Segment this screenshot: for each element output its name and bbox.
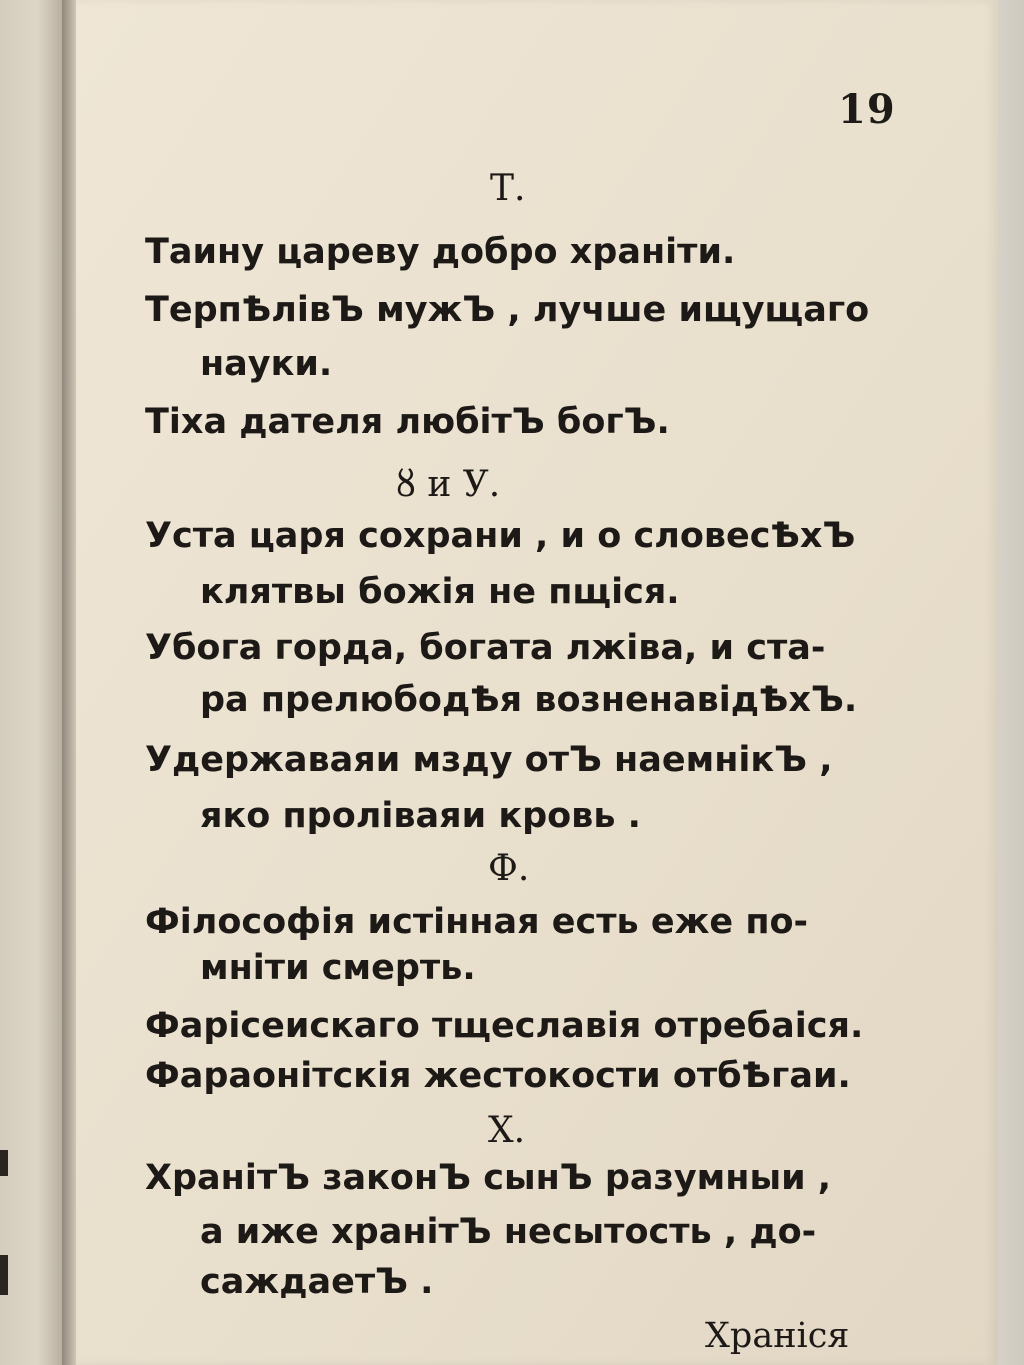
text-line: Тiха дателя любiтЪ богЪ. <box>145 402 670 442</box>
text-line: Уста царя сохрани , и о словесѢхЪ <box>145 516 856 556</box>
text-line: мнiти смерть. <box>200 948 476 988</box>
book-gutter <box>62 0 76 1365</box>
text-line: саждаетЪ . <box>200 1262 434 1302</box>
text-line: Удержаваяи мзду отЪ наемнiкЪ , <box>145 740 833 780</box>
text-line: Фiлософiя истiнная есть еже по- <box>145 902 809 942</box>
text-line: ра прелюбодѢя возненавiдѢхЪ. <box>200 680 858 720</box>
text-line: яко пролiваяи кровь . <box>200 796 641 836</box>
catchword: Хранiся <box>705 1316 850 1356</box>
text-line: Фарiсеискаго тщеславiя отребаiся. <box>145 1006 864 1046</box>
section-heading-kh: Х. <box>488 1110 526 1151</box>
text-line: Фараонiтскiя жестокости отбѢгаи. <box>145 1056 851 1096</box>
section-heading-f: Ф. <box>488 848 530 889</box>
text-line: а иже хранiтЪ несытость , до- <box>200 1212 817 1252</box>
section-heading-u: ȣ и У. <box>396 464 501 505</box>
background-surface <box>998 0 1024 1365</box>
facing-page-mark <box>0 1255 8 1295</box>
section-heading-t: Т. <box>490 168 526 209</box>
facing-page-edge <box>0 0 62 1365</box>
text-line: Таину цареву добро хранiти. <box>145 232 736 272</box>
text-line: ХранiтЪ законЪ сынЪ разумныи , <box>145 1158 832 1198</box>
text-line: Убога горда, богата лжiва, и ста- <box>145 628 826 668</box>
facing-page-mark <box>0 1150 8 1176</box>
page-number: 19 <box>838 86 896 133</box>
text-line: ТерпѢлiвЪ мужЪ , лучше ищущаго <box>145 290 870 330</box>
text-line: клятвы божiя не пщiся. <box>200 572 680 612</box>
text-line: науки. <box>200 344 333 384</box>
